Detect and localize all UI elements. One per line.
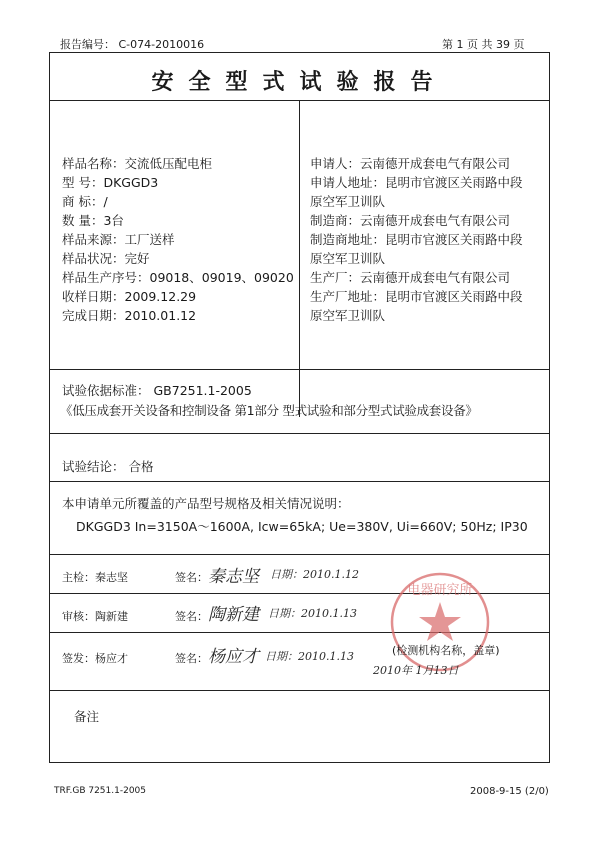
applicant: 申请人：云南德开成套电气有限公司 xyxy=(310,156,511,171)
review-sign-label: 签名： xyxy=(175,610,208,623)
main-signature: 秦志坚 xyxy=(208,567,259,587)
sample-received-date: 收样日期：2009.12.29 xyxy=(62,289,197,304)
test-conclusion: 试验结论： 合格 xyxy=(62,459,154,474)
test-standard: 试验依据标准： GB7251.1-2005 xyxy=(62,383,252,398)
seal-caption: (检测机构名称，盖章) xyxy=(392,644,500,657)
sample-serial: 样品生产序号：09018、09019、09020 xyxy=(62,270,294,285)
applicant-address: 申请人地址：昆明市官渡区关雨路中段 xyxy=(310,175,523,190)
sample-completed-date: 完成日期：2010.01.12 xyxy=(62,308,197,323)
divider xyxy=(50,690,549,691)
sample-model: 型 号：DKGGD3 xyxy=(62,175,159,190)
applicant-address-cont: 原空军卫训队 xyxy=(310,194,386,209)
manufacturer-address-cont: 原空军卫训队 xyxy=(310,251,386,266)
seal-date: 2010年 1月13日 xyxy=(373,664,459,677)
sample-name: 样品名称：交流低压配电柜 xyxy=(62,156,213,171)
footer-form-code: TRF.GB 7251.1-2005 xyxy=(54,786,146,796)
sample-trademark: 商 标：/ xyxy=(62,194,108,209)
remarks-label: 备注 xyxy=(74,709,100,724)
coverage-specs: DKGGD3 In=3150A～1600A, Icw=65kA; Ue=380V, Ui=660V; 50Hz; IP30 xyxy=(76,519,528,534)
issue-signature: 杨应才 xyxy=(208,647,259,667)
factory-address: 生产厂地址：昆明市官渡区关雨路中段 xyxy=(310,289,523,304)
footer-version: 2008-9-15 (2/0) xyxy=(470,786,549,797)
sample-source: 样品来源：工厂送样 xyxy=(62,232,175,247)
review-sign-date: 日期：2010.1.13 xyxy=(268,607,357,620)
divider xyxy=(50,481,549,482)
manufacturer: 制造商：云南德开成套电气有限公司 xyxy=(310,213,511,228)
manufacturer-address: 制造商地址：昆明市官渡区关雨路中段 xyxy=(310,232,523,247)
divider xyxy=(50,369,549,370)
main-sign-label: 签名： xyxy=(175,571,208,584)
review-signature: 陶新建 xyxy=(208,605,259,625)
main-inspector: 主检：秦志坚 xyxy=(62,571,128,584)
sample-quantity: 数 量：3台 xyxy=(62,213,124,228)
sample-condition: 样品状况：完好 xyxy=(62,251,150,266)
factory: 生产厂：云南德开成套电气有限公司 xyxy=(310,270,511,285)
issuer: 签发：杨应才 xyxy=(62,652,128,665)
page-info: 第 1 页 共 39 页 xyxy=(442,38,525,51)
issue-sign-date: 日期：2010.1.13 xyxy=(265,650,354,663)
seal-text: 电器研究所 xyxy=(407,583,473,598)
report-number: 报告编号： C-074-2010016 xyxy=(60,38,205,51)
coverage-description: 本申请单元所覆盖的产品型号规格及相关情况说明： xyxy=(62,496,350,511)
divider xyxy=(50,433,549,434)
divider xyxy=(50,554,549,555)
issue-sign-label: 签名： xyxy=(175,652,208,665)
main-sign-date: 日期：2010.1.12 xyxy=(270,568,359,581)
reviewer: 审核：陶新建 xyxy=(62,610,128,623)
test-standard-title: 《低压成套开关设备和控制设备 第1部分 型式试验和部分型式试验成套设备》 xyxy=(60,403,478,418)
report-title: 安全型式试验报告 xyxy=(151,70,448,95)
factory-address-cont: 原空军卫训队 xyxy=(310,308,386,323)
